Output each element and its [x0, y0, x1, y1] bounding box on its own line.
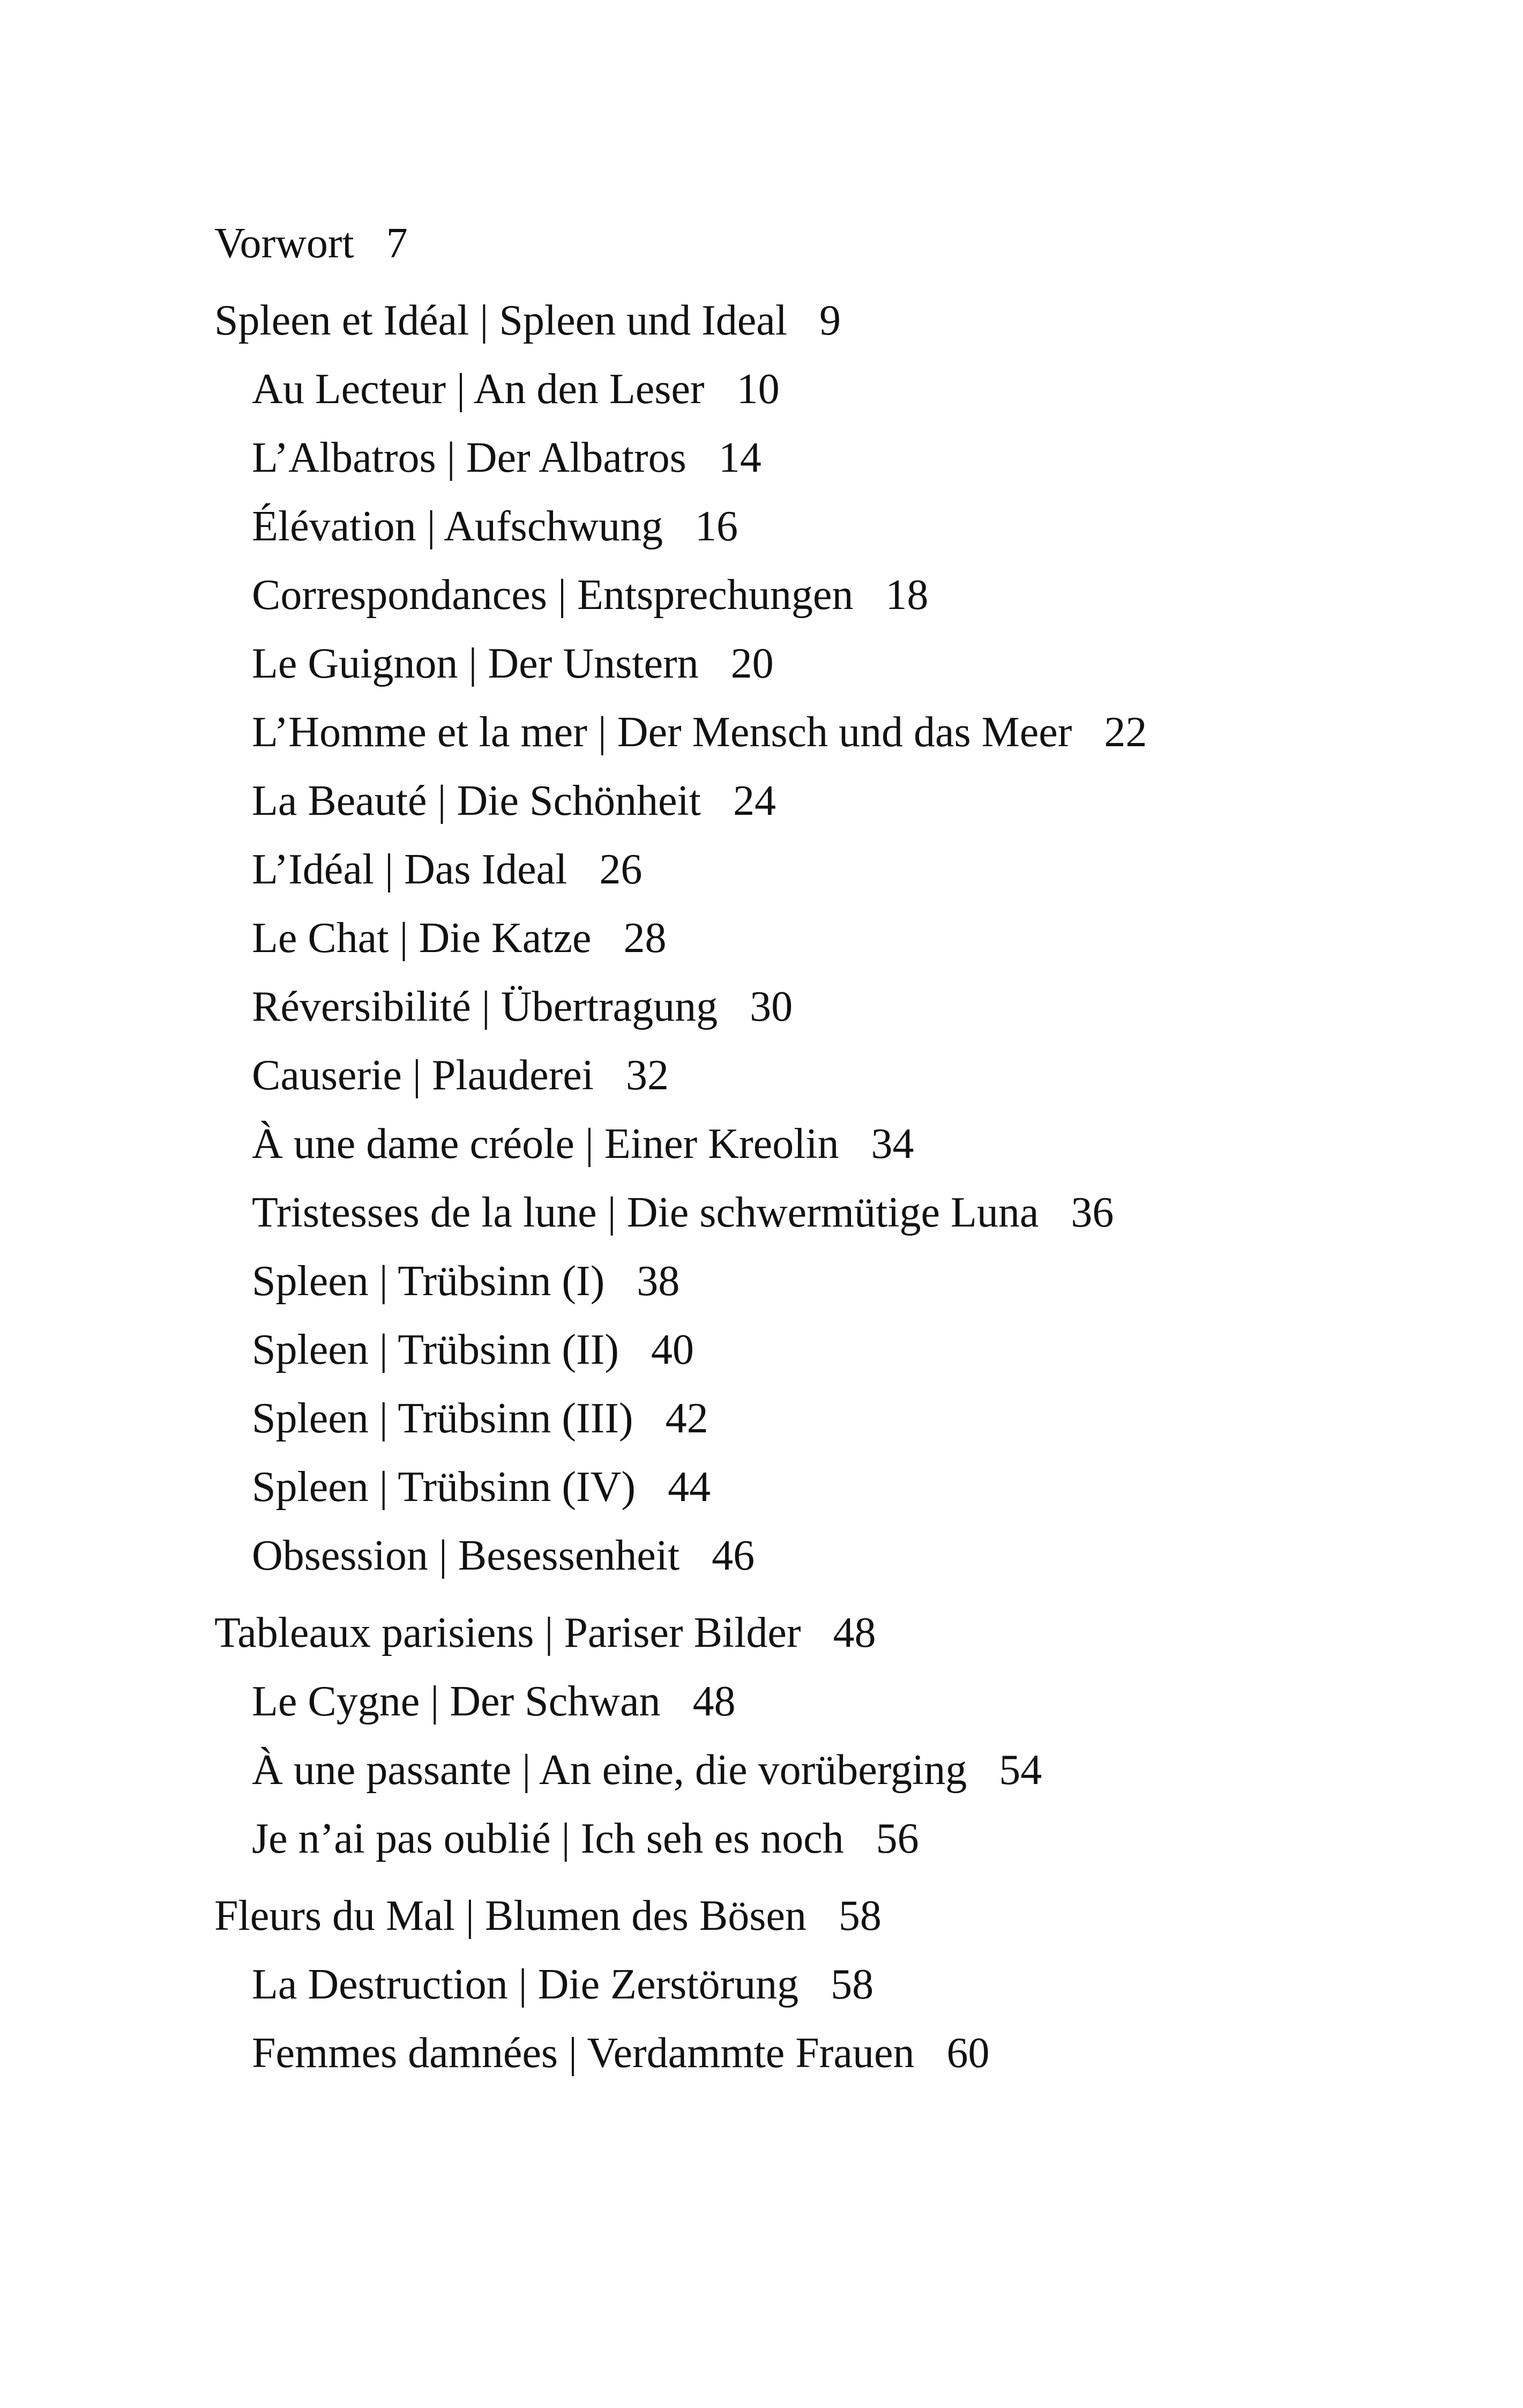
toc-page-number: 58 — [831, 1961, 874, 2008]
toc-item — [214, 767, 1393, 835]
toc-page-number: 16 — [695, 503, 738, 550]
toc-item — [214, 492, 1393, 561]
toc-title: Le Cygne | Der Schwan — [252, 1678, 661, 1725]
toc-title: Le Chat | Die Katze — [252, 915, 592, 962]
toc-page-number: 58 — [838, 1892, 882, 1939]
toc-item — [214, 1384, 1393, 1453]
toc-item — [214, 1247, 1393, 1316]
toc-title: Spleen | Trübsinn (II) — [252, 1326, 619, 1373]
toc-section — [214, 1599, 1393, 1667]
toc-section — [214, 209, 1393, 278]
toc-page-number: 9 — [819, 297, 841, 344]
toc-item — [214, 1804, 1393, 1873]
toc-title: Le Guignon | Der Unstern — [252, 640, 699, 687]
toc-title: L’Homme et la mer | Der Mensch und das Meer — [252, 709, 1072, 756]
toc-item — [214, 1521, 1393, 1590]
toc-title: Au Lecteur | An den Leser — [252, 366, 705, 413]
toc-title: Spleen | Trübsinn (IV) — [252, 1463, 636, 1511]
toc-item — [214, 629, 1393, 698]
toc-page-number: 7 — [386, 220, 408, 267]
toc-item — [214, 835, 1393, 904]
toc-item — [214, 1178, 1393, 1247]
toc-title: Vorwort — [214, 220, 354, 267]
toc-item — [214, 1316, 1393, 1384]
toc-page-number: 48 — [833, 1609, 876, 1656]
toc-page-number: 46 — [712, 1532, 755, 1579]
toc-title: La Beauté | Die Schönheit — [252, 777, 701, 824]
toc-item — [214, 1041, 1393, 1110]
toc-title: L’Idéal | Das Ideal — [252, 846, 568, 893]
toc-title: Je n’ai pas oublié | Ich seh es noch — [252, 1815, 844, 1862]
table-of-contents — [214, 209, 1393, 2087]
toc-item — [214, 1736, 1393, 1804]
toc-item — [214, 972, 1393, 1041]
toc-page-number: 40 — [651, 1326, 694, 1373]
toc-item — [214, 561, 1393, 629]
toc-page-number: 44 — [668, 1463, 711, 1511]
toc-title: Correspondances | Entsprechungen — [252, 571, 854, 619]
toc-title: Causerie | Plauderei — [252, 1052, 594, 1099]
toc-title: Obsession | Besessenheit — [252, 1532, 680, 1579]
toc-item — [214, 1453, 1393, 1521]
toc-title: À une passante | An eine, die vorüberging — [252, 1746, 967, 1794]
toc-page-number: 36 — [1071, 1189, 1114, 1236]
toc-title: Femmes damnées | Verdammte Frauen — [252, 2030, 915, 2077]
toc-page-number: 34 — [871, 1120, 914, 1168]
toc-title: À une dame créole | Einer Kreolin — [252, 1120, 839, 1168]
toc-page-number: 38 — [637, 1258, 680, 1305]
toc-section — [214, 1882, 1393, 1950]
toc-page-number: 32 — [626, 1052, 669, 1099]
toc-page-number: 54 — [999, 1746, 1042, 1794]
toc-item — [214, 1110, 1393, 1178]
toc-page-number: 24 — [733, 777, 776, 824]
toc-title: Tableaux parisiens | Pariser Bilder — [214, 1609, 801, 1656]
toc-item — [214, 698, 1393, 767]
toc-title: Spleen et Idéal | Spleen und Ideal — [214, 297, 787, 344]
toc-item — [214, 1667, 1393, 1736]
toc-item — [214, 1950, 1393, 2019]
toc-page-number: 20 — [730, 640, 774, 687]
toc-title: Tristesses de la lune | Die schwermütige Luna — [252, 1189, 1039, 1236]
toc-title: Fleurs du Mal | Blumen des Bösen — [214, 1892, 807, 1939]
toc-page-number: 28 — [623, 915, 667, 962]
toc-page-number: 60 — [946, 2030, 990, 2077]
toc-title: Spleen | Trübsinn (I) — [252, 1258, 605, 1305]
toc-page-number: 22 — [1104, 709, 1147, 756]
toc-page-number: 10 — [736, 366, 780, 413]
toc-page-number: 26 — [599, 846, 643, 893]
toc-item — [214, 423, 1393, 492]
toc-page-number: 56 — [876, 1815, 919, 1862]
toc-item — [214, 904, 1393, 972]
toc-page-number: 42 — [665, 1395, 708, 1442]
toc-item — [214, 2019, 1393, 2087]
toc-title: Élévation | Aufschwung — [252, 503, 663, 550]
toc-page-number: 30 — [750, 983, 793, 1030]
toc-page-number: 48 — [692, 1678, 736, 1725]
toc-title: La Destruction | Die Zerstörung — [252, 1961, 799, 2008]
toc-title: Spleen | Trübsinn (III) — [252, 1395, 633, 1442]
toc-page-number: 18 — [885, 571, 929, 619]
toc-page-number: 14 — [718, 434, 762, 481]
toc-title: L’Albatros | Der Albatros — [252, 434, 686, 481]
toc-section — [214, 286, 1393, 355]
toc-title: Réversibilité | Übertragung — [252, 983, 718, 1030]
toc-item — [214, 355, 1393, 423]
